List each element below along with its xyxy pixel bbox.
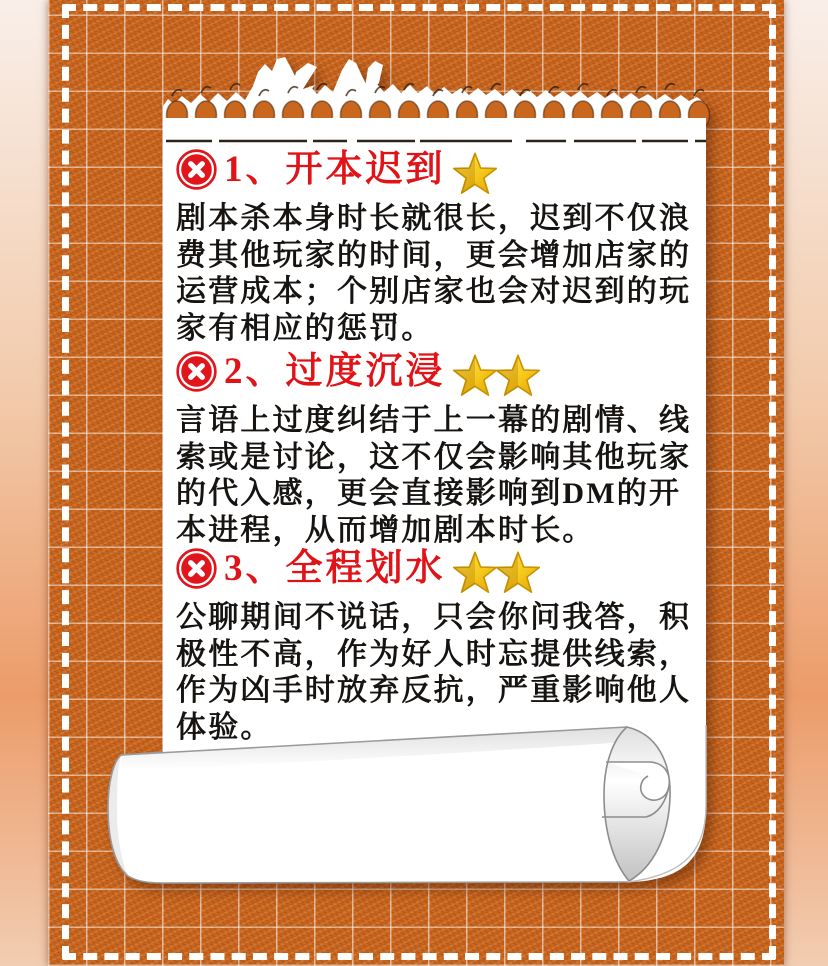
star-icon [495,550,541,596]
rule-3-body: 公聊期间不说话，只会你问我答，积极性不高，作为好人时忘提供线索，作为凶手时放弃反抗，严重影响他人体验。 [176,601,692,744]
rule-2-heading [176,346,702,396]
rule-3-heading [176,543,702,593]
rule-1-body: 剧本杀本身时长就很长，迟到不仅浪费其他玩家的时间，更会增加店家的运营成本；个别店家也会对迟到的玩家有相应的惩罚。 [176,202,692,345]
rule-1-heading [176,144,702,194]
rule-3-title: 3、全程划水 [224,547,446,589]
star-icon [452,353,498,399]
prohibit-icon [176,351,217,392]
star-icon [452,550,498,596]
rule-section-3 [176,543,702,746]
rule-1-title: 1、开本迟到 [224,148,446,190]
star-icon [495,353,541,399]
rule-3-star-rating [455,550,541,596]
rule-1-star-rating [455,151,498,197]
rule-section-2 [176,346,702,549]
prohibit-icon [176,149,217,190]
rule-section-1 [176,144,702,347]
rule-2-star-rating [455,353,541,399]
star-icon [452,151,498,197]
rule-2-title: 2、过度沉浸 [224,350,446,392]
rule-2-body: 言语上过度纠结于上一幕的剧情、线索或是讨论，这不仅会影响其他玩家的代入感，更会直接影响到DM的开本进程，从而增加剧本时长。 [176,404,692,547]
prohibit-icon [176,548,217,589]
